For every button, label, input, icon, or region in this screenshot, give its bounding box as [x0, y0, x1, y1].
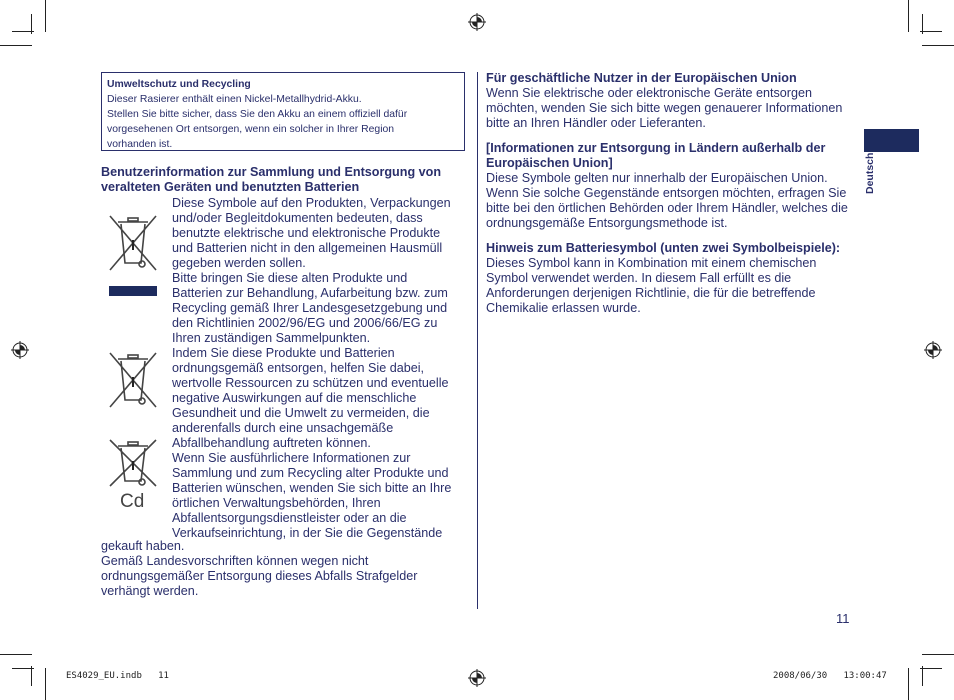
- body-line: Wenn Sie ausführlichere Informationen zur: [172, 451, 411, 465]
- section-heading: Hinweis zum Batteriesymbol (unten zwei Symbolbeispiele):: [486, 241, 841, 255]
- section-body: Diese Symbole gelten nur innerhalb der Europäischen Union. Wenn Sie solche Gegenstände entsorgen möchten, erfragen Sie bitte bei den örtlichen Behörden oder Ihrem Händler, welches die ordnungsgemäße Entsorgungsmethode ist.: [486, 171, 848, 230]
- crop-mark: [12, 668, 34, 669]
- body-line: und/oder Begleitdokumenten bedeuten, dass: [172, 211, 423, 225]
- cadmium-label: Cd: [120, 491, 145, 512]
- body-line: wertvolle Ressourcen zu schützen und eventuelle: [172, 376, 449, 390]
- notice-line: vorgesehenen Ort entsorgen, wenn ein solcher in Ihrer Region: [107, 124, 395, 135]
- body-line: örtlichen Verwaltungsbehörden, Ihren: [172, 496, 381, 510]
- body-line: Bitte bringen Sie diese alten Produkte und: [172, 271, 408, 285]
- disposal-heading: Benutzerinformation zur Sammlung und Entsorgung von veralteten Geräten und benutzten Batterien: [101, 165, 442, 194]
- disposal-body-indented: [172, 196, 470, 541]
- crop-mark: [0, 45, 32, 46]
- body-line: Batterien zur Behandlung, Aufarbeitung bzw. zum: [172, 286, 448, 300]
- body-line: Verkaufseinrichtung, in der Sie die Gegenstände: [172, 526, 443, 540]
- crop-mark: [45, 668, 46, 700]
- crop-mark: [922, 666, 923, 686]
- body-line: Abfallbehandlung auftreten können.: [172, 436, 371, 450]
- body-line: negative Auswirkungen auf die menschliche: [172, 391, 417, 405]
- body-line: Batterien wünschen, wenden Sie sich bitte an Ihre: [172, 481, 452, 495]
- body-line: den Richtlinien 2002/96/EG und 2006/66/EG zu: [172, 316, 438, 330]
- crossed-out-bin-icon: [106, 213, 160, 273]
- crop-mark: [45, 0, 46, 32]
- body-line: anderenfalls durch eine unsachgemäße: [172, 421, 394, 435]
- body-line: Indem Sie diese Produkte und Batterien: [172, 346, 395, 360]
- notice-line: Stellen Sie bitte sicher, dass Sie den Akku an einem offiziell dafür: [107, 109, 408, 120]
- registration-mark-icon: [468, 669, 486, 687]
- section-body: Wenn Sie elektrische oder elektronische Geräte entsorgen möchten, wenden Sie sich bitte wegen genauerer Informationen bitte an Ihren Händler oder Lieferanten.: [486, 86, 843, 130]
- notice-title: Umweltschutz und Recycling: [107, 79, 251, 90]
- section-body: Dieses Symbol kann in Kombination mit einem chemischen Symbol verwendet werden. In diesem Fall erfüllt es die Anforderungen derjenigen Richtlinie, die für die betreffende Chemikalie erlassen wurde.: [486, 256, 817, 315]
- body-line: ordnungsgemäß entsorgen, helfen Sie dabei,: [172, 361, 425, 375]
- crop-mark: [12, 31, 34, 32]
- crop-mark: [908, 668, 909, 700]
- body-line: gegeben werden sollen.: [172, 256, 306, 270]
- registration-mark-icon: [468, 13, 486, 31]
- body-line: Diese Symbole auf den Produkten, Verpackungen: [172, 196, 451, 210]
- crop-mark: [922, 45, 954, 46]
- crop-mark: [0, 654, 32, 655]
- body-line: und Batterien nicht in den allgemeinen Hausmüll: [172, 241, 443, 255]
- crop-mark: [920, 668, 942, 669]
- footer-datetime: 2008/06/30 13:00:47: [773, 671, 887, 681]
- body-line: Abfallentsorgungsdienstleister oder an die: [172, 511, 407, 525]
- section-heading: Für geschäftliche Nutzer in der Europäischen Union: [486, 71, 797, 85]
- registration-mark-icon: [11, 341, 29, 359]
- column-divider: [477, 72, 478, 609]
- black-bar-mark: [109, 286, 157, 296]
- page-number: 11: [836, 611, 850, 626]
- notice-line: Dieser Rasierer enthält einen Nickel-Metallhydrid-Akku.: [107, 94, 362, 105]
- crop-mark: [920, 31, 942, 32]
- crop-mark: [908, 0, 909, 32]
- body-line: Ihren zuständigen Sammelpunkten.: [172, 331, 371, 345]
- crop-mark: [922, 654, 954, 655]
- language-tab: [864, 129, 919, 152]
- footer-file: ES4029_EU.indb 11: [66, 671, 169, 681]
- body-line: Recycling gemäß Ihrer Landesgesetzgebung und: [172, 301, 448, 315]
- language-tab-label: Deutsch: [864, 152, 876, 194]
- body-line: benutzte elektrische und elektronische Produkte: [172, 226, 441, 240]
- body-line: gekauft haben.: [101, 539, 185, 553]
- crop-mark: [31, 666, 32, 686]
- registration-mark-icon: [924, 341, 942, 359]
- notice-line: vorhanden ist.: [107, 139, 173, 150]
- body-line: Gemäß Landesvorschriften können wegen nicht: [101, 554, 369, 568]
- crossed-out-bin-icon: [106, 350, 160, 410]
- body-line: Sammlung und zum Recycling alter Produkte und: [172, 466, 449, 480]
- crossed-out-bin-icon: [106, 437, 160, 497]
- body-line: Gesundheit und die Umwelt zu vermeiden, die: [172, 406, 430, 420]
- body-line: verhängt werden.: [101, 584, 199, 598]
- environment-notice-box: [101, 72, 465, 151]
- disposal-body-full: [101, 539, 469, 599]
- body-line: ordnungsgemäßer Entsorgung dieses Abfalls Strafgelder: [101, 569, 418, 583]
- section-heading: [Informationen zur Entsorgung in Ländern außerhalb der Europäischen Union]: [486, 141, 826, 170]
- right-column: [486, 71, 851, 316]
